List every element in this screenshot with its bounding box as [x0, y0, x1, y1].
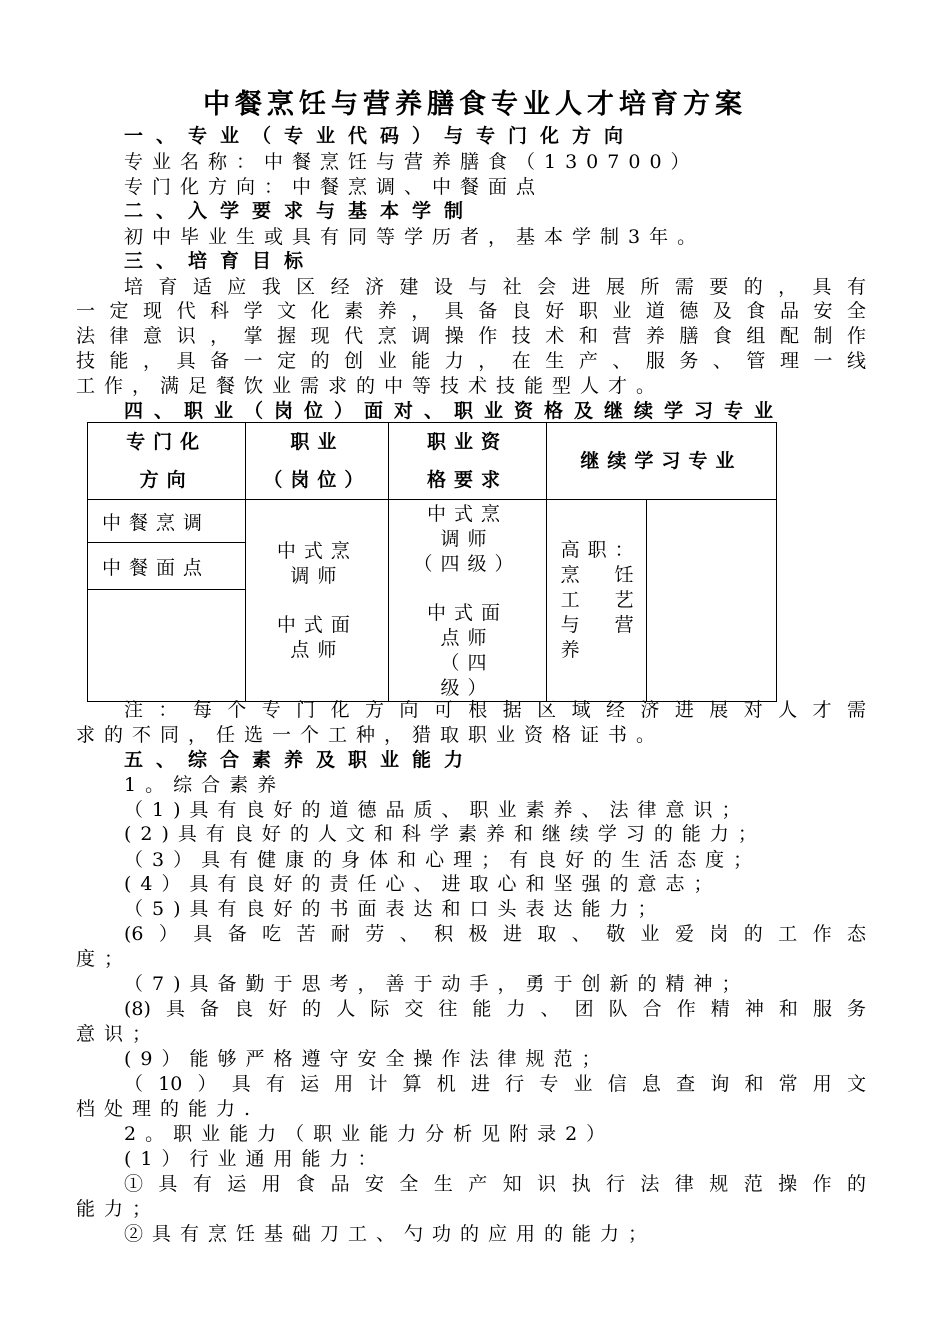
- header-qualification-line: 格要求: [427, 469, 509, 491]
- cell-text: 点师: [290, 638, 345, 661]
- ability-item-continued: 能力；: [76, 1198, 161, 1220]
- cell-empty: [88, 590, 246, 702]
- cell-text: （四: [440, 652, 495, 674]
- cell-qualification: [389, 500, 546, 702]
- header-specialization-line: 方向: [139, 469, 194, 491]
- goal-paragraph-line: 一定现代科学文化素养，具备良好职业道德及食品安全: [76, 300, 866, 322]
- goal-paragraph-line: 工作，满足餐饮业需求的中等技术技能型人才。: [76, 375, 665, 397]
- goal-paragraph-line: 培育适应我区经济建设与社会进展所需要的，具有: [124, 276, 866, 298]
- cell-text: 中式烹: [276, 539, 358, 562]
- quality-item: (9）能够严格遵守安全操作法律规范；: [124, 1048, 610, 1070]
- cell-spacer: [389, 577, 545, 601]
- section-1-heading: 一、专业（专业代码）与专门化方向: [124, 125, 637, 147]
- cell-text: 中式烹: [427, 503, 509, 525]
- section-3-heading: 三、培育目标: [124, 250, 317, 272]
- header-occupation: [246, 423, 389, 500]
- section-2-heading: 二、入学要求与基本学制: [124, 200, 477, 222]
- career-qualification-table: [87, 422, 777, 702]
- quality-item: （1)具有良好的道德品质、职业素养、法律意识；: [124, 799, 750, 821]
- cell-text: 工 艺: [560, 589, 642, 611]
- quality-item: （5)具有良好的书面表达和口头表达能力；: [124, 898, 666, 920]
- section-5-heading: 五、综合素养及职业能力: [124, 749, 477, 771]
- quality-item-continued: 度；: [76, 948, 133, 970]
- cell-empty: [646, 500, 776, 702]
- header-continuing-study: 继续学习专业: [546, 423, 776, 500]
- goal-paragraph-line: 法律意识，掌握现代烹调操作技术和营养膳食组配制作: [76, 325, 866, 347]
- cell-text: 调师: [440, 528, 495, 550]
- quality-item: (8)具备良好的人际交往能力、团队合作精神和服务: [124, 998, 866, 1020]
- cell-text: 高职：: [560, 539, 642, 561]
- quality-item: （3）具有健康的身体和心理；有良好的生活态度；: [124, 849, 762, 871]
- major-name-line: 专业名称：中餐烹饪与营养膳食（130700）: [124, 151, 699, 173]
- note-line: 注：每个专门化方向可根据区域经济进展对人才需: [124, 699, 866, 721]
- cell-text: 与 营: [560, 614, 642, 636]
- quality-item: (6）具备吃苦耐劳、积极进取、敬业爱岗的工作态: [124, 923, 866, 945]
- cell-text: 调师: [290, 564, 345, 587]
- cell-text: 烹 饪: [560, 564, 642, 586]
- cell-text: 级）: [440, 677, 495, 699]
- cell-occupation: [246, 500, 389, 702]
- cell-text: 点师: [440, 627, 495, 649]
- table-row: [88, 500, 777, 543]
- cell-text: 养: [560, 639, 588, 661]
- ability-heading: (1）行业通用能力：: [124, 1148, 386, 1170]
- header-qualification: [389, 423, 546, 500]
- subsection-heading: 2。职业能力（职业能力分析见附录2）: [124, 1123, 615, 1145]
- cell-text: 中式面: [427, 602, 509, 624]
- cell-specialization-pastry: 中餐面点: [88, 543, 246, 590]
- ability-item: ①具有运用食品安全生产知识执行法律规范操作的: [124, 1173, 866, 1195]
- cell-text: （四级）: [413, 553, 522, 575]
- header-specialization-line: 专门化: [126, 431, 208, 453]
- header-occupation-line: 职业: [290, 431, 345, 453]
- quality-item: （7)具备勤于思考，善于动手，勇于创新的精神；: [124, 973, 750, 995]
- document-title: 中餐烹饪与营养膳食专业人才培育方案: [203, 89, 747, 120]
- specialization-line: 专门化方向：中餐烹调、中餐面点: [124, 176, 545, 198]
- note-line: 求的不同，任选一个工种，猎取职业资格证书。: [76, 724, 665, 746]
- header-specialization: [88, 423, 246, 500]
- section-4-heading: 四、职业（岗位）面对、职业资格及继续学习专业: [124, 400, 785, 422]
- quality-item: (2)具有良好的人文和科学素养和继续学习的能力；: [124, 823, 766, 845]
- cell-spacer: [246, 589, 388, 613]
- header-occupation-line: （岗位）: [263, 469, 372, 491]
- cell-continuing-study: [546, 500, 646, 702]
- goal-paragraph-line: 技能，具备一定的创业能力，在生产、服务、管理一线: [76, 350, 866, 372]
- cell-specialization-cooking: 中餐烹调: [88, 500, 246, 543]
- quality-item-continued: 档处理的能力.: [76, 1098, 260, 1120]
- quality-item: (4）具有良好的责任心、进取心和坚强的意志；: [124, 873, 722, 895]
- header-qualification-line: 职业资: [427, 431, 509, 453]
- subsection-heading: 1。综合素养: [124, 774, 286, 796]
- quality-item-continued: 意识；: [76, 1023, 161, 1045]
- admission-line: 初中毕业生或具有同等学历者，基本学制3年。: [124, 226, 706, 248]
- ability-item: ②具有烹饪基础刀工、勺功的应用的能力；: [124, 1223, 657, 1245]
- quality-item: （10）具有运用计算机进行专业信息查询和常用文: [124, 1073, 866, 1095]
- table-header-row: [88, 423, 777, 500]
- cell-text: 中式面: [276, 613, 358, 636]
